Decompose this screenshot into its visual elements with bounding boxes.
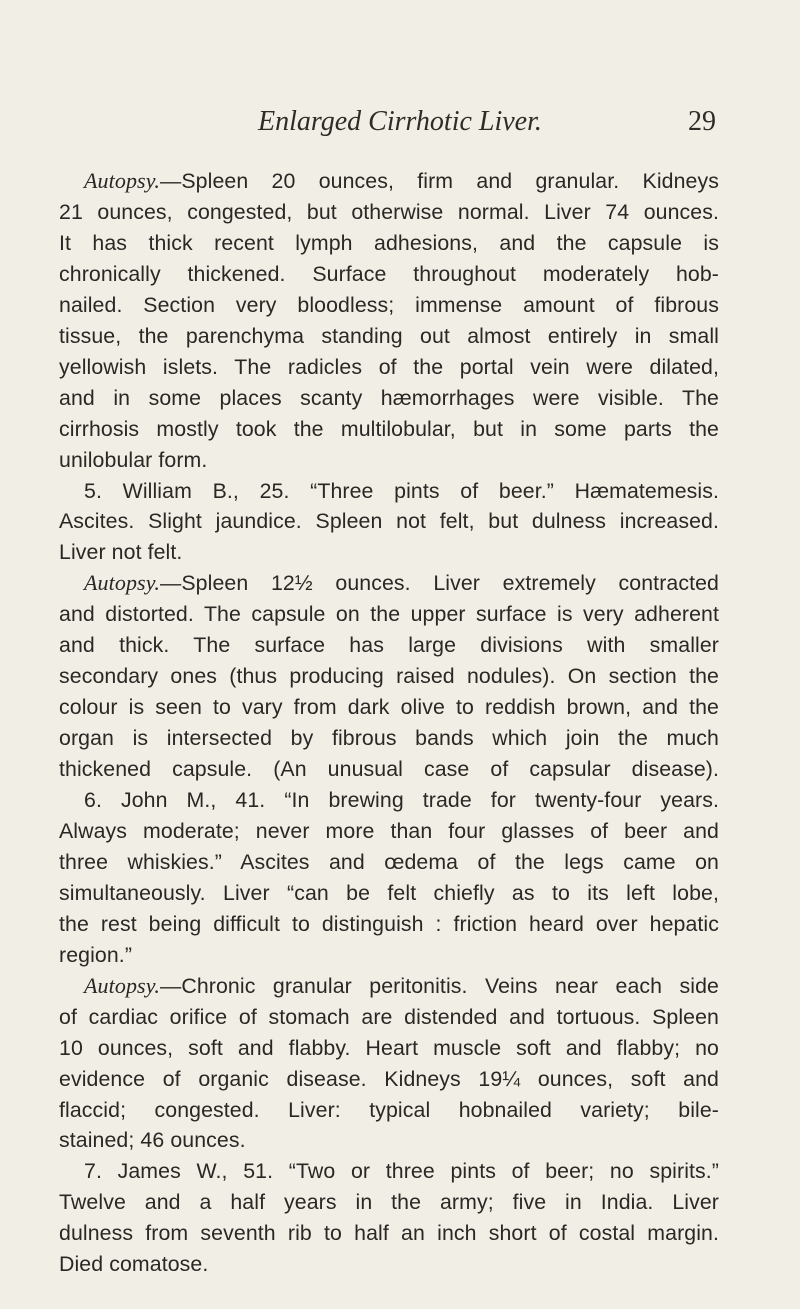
text-line	[59, 878, 719, 908]
text-line	[59, 259, 719, 289]
line-text: region.”	[59, 943, 133, 967]
line-text: Always moderate; never more than four glasses of beer and	[59, 819, 719, 843]
text-line	[84, 971, 719, 1001]
line-text: Twelve and a half years in the army; five in India. Liver	[59, 1190, 719, 1214]
line-text: tissue, the parenchyma standing out almost entirely in small	[59, 324, 719, 348]
text-line	[59, 1002, 719, 1032]
text-line	[59, 661, 719, 691]
text-line	[59, 414, 719, 444]
line-text: cirrhosis mostly took the multilobular, but in some parts the	[59, 417, 719, 441]
text-line	[59, 692, 719, 722]
text-line	[59, 599, 719, 629]
text-line	[59, 1033, 719, 1063]
text-line	[59, 506, 719, 536]
text-line	[59, 816, 719, 846]
text-line	[84, 1156, 719, 1186]
text-line	[59, 630, 719, 660]
text-line	[59, 909, 719, 939]
page-number: 29	[688, 106, 716, 137]
line-text: simultaneously. Liver “can be felt chiefly as to its left lobe,	[59, 881, 719, 905]
line-text: It has thick recent lymph adhesions, and the capsule is	[59, 231, 719, 255]
text-line	[84, 166, 719, 196]
text-line	[59, 1187, 719, 1217]
line-text: Died comatose.	[59, 1252, 209, 1276]
text-line	[59, 383, 719, 413]
running-title: Enlarged Cirrhotic Liver.	[258, 106, 542, 137]
line-text: —Spleen 12½ ounces. Liver extremely contracted	[159, 571, 719, 595]
line-text: the rest being difficult to distinguish : friction heard over hepatic	[59, 912, 719, 936]
line-text: organ is intersected by fibrous bands which join the much	[59, 726, 719, 750]
line-text: evidence of organic disease. Kidneys 19¼ ounces, soft and	[59, 1067, 719, 1091]
text-line	[59, 847, 719, 877]
text-line	[59, 1095, 719, 1125]
text-line	[59, 290, 719, 320]
text-line	[59, 197, 719, 227]
line-text: thickened capsule. (An unusual case of capsular disease).	[59, 757, 719, 781]
line-text: three whiskies.” Ascites and œdema of the legs came on	[59, 850, 719, 874]
text-line	[84, 476, 719, 506]
text-line	[59, 321, 719, 351]
line-text: nailed. Section very bloodless; immense amount of fibrous	[59, 293, 719, 317]
line-text: 10 ounces, soft and flabby. Heart muscle soft and flabby; no	[59, 1036, 719, 1060]
line-text: stained; 46 ounces.	[59, 1128, 246, 1152]
line-text: dulness from seventh rib to half an inch short of costal margin.	[59, 1221, 719, 1245]
autopsy-heading: Autopsy.	[84, 570, 160, 595]
line-text: of cardiac orifice of stomach are distended and tortuous. Spleen	[59, 1005, 719, 1029]
text-line	[59, 1218, 719, 1248]
line-text: unilobular form.	[59, 448, 208, 472]
line-text: 21 ounces, congested, but otherwise normal. Liver 74 ounces.	[59, 200, 719, 224]
page-header	[0, 106, 800, 142]
line-text: 5. William B., 25. “Three pints of beer.” Hæmatemesis.	[84, 479, 719, 503]
line-text: chronically thickened. Surface throughout moderately hob-	[59, 262, 719, 286]
line-text: flaccid; congested. Liver: typical hobnailed variety; bile-	[59, 1098, 719, 1122]
autopsy-heading: Autopsy.	[84, 973, 160, 998]
line-text: and distorted. The capsule on the upper surface is very adherent	[59, 602, 719, 626]
line-text: 7. James W., 51. “Two or three pints of beer; no spirits.”	[84, 1159, 719, 1183]
text-line	[59, 1064, 719, 1094]
text-line	[59, 723, 719, 753]
line-text: Ascites. Slight jaundice. Spleen not felt, but dulness increased.	[59, 509, 719, 533]
text-line	[59, 754, 719, 784]
text-line	[59, 1249, 719, 1279]
line-text: 6. John M., 41. “In brewing trade for twenty-four years.	[84, 788, 719, 812]
text-line	[59, 352, 719, 382]
autopsy-heading: Autopsy.	[84, 168, 160, 193]
line-text: yellowish islets. The radicles of the portal vein were dilated,	[59, 355, 719, 379]
line-text: —Chronic granular peritonitis. Veins near each side	[159, 974, 719, 998]
text-line	[84, 785, 719, 815]
text-line	[59, 537, 719, 567]
line-text: —Spleen 20 ounces, firm and granular. Kidneys	[159, 169, 719, 193]
line-text: Liver not felt.	[59, 540, 183, 564]
line-text: and thick. The surface has large divisions with smaller	[59, 633, 719, 657]
line-text: colour is seen to vary from dark olive to reddish brown, and the	[59, 695, 719, 719]
line-text: secondary ones (thus producing raised nodules). On section the	[59, 664, 719, 688]
text-line	[59, 228, 719, 258]
text-line	[59, 445, 719, 475]
line-text: and in some places scanty hæmorrhages were visible. The	[59, 386, 719, 410]
text-line	[59, 940, 719, 970]
text-line	[59, 1125, 719, 1155]
text-line	[84, 568, 719, 598]
